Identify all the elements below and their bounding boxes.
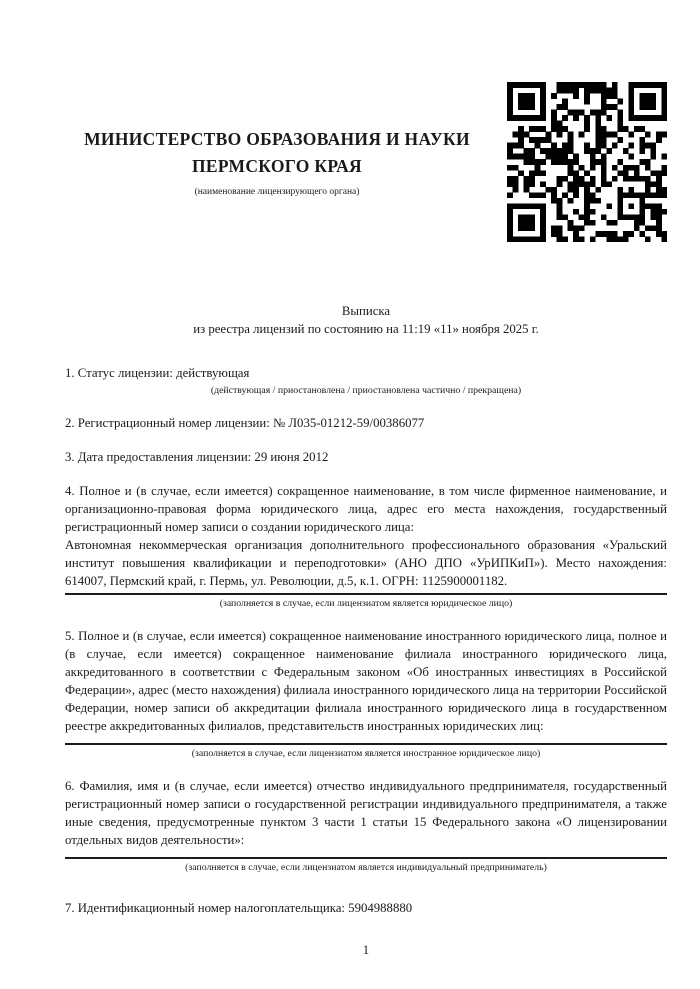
item-6-individual-entrepreneur <box>65 777 667 875</box>
item-4-text: 4. Полное и (в случае, если имеется) сокращенное наименование, в том числе фирменное наименование, и организационно-правовая форма юридического лица, адрес его места нахождения, государственный регистрационный номер записи о создании юридического лица: <box>65 484 667 534</box>
item-3-license-date <box>65 448 667 466</box>
fill-line <box>65 593 667 595</box>
licensing-authority-block <box>65 126 507 197</box>
item-5-text: 5. Полное и (в случае, если имеется) сокращенное наименование иностранного юридического лица, полное и (в случае, если имеется) сокращенное наименование филиала иностранного юридического лица, аккредитованного в соответствии с Федеральным законом «Об иностранных инвестициях в Российской Федерации», адрес (место нахождения) филиала иностранного юридического лица на территории Российской Федерации, номер записи об аккредитации филиала иностранного юридического лица в государственном реестре аккредитованных филиалов, представительств иностранных юридических лиц: <box>65 629 667 733</box>
fill-line <box>65 857 667 859</box>
item-1-text: 1. Статус лицензии: действующая <box>65 366 250 380</box>
document-title-line1: Выписка <box>341 304 391 318</box>
ministry-name <box>65 126 489 180</box>
licensing-authority-caption: (наименование лицензирующего органа) <box>194 187 360 197</box>
item-1-license-status <box>65 364 667 398</box>
fill-line <box>65 743 667 745</box>
ministry-name-line2: ПЕРМСКОГО КРАЯ <box>192 156 362 176</box>
item-6-note: (заполняется в случае, если лицензиатом является индивидуальный предприниматель) <box>185 862 547 873</box>
document-header <box>65 82 667 242</box>
document-title-line2: из реестра лицензий по состоянию на 11:19 «11» ноября 2025 г. <box>193 322 539 336</box>
item-2-text: 2. Регистрационный номер лицензии: № Л035-01212-59/00386077 <box>65 416 425 430</box>
item-1-note: (действующая / приостановлена / приостановлена частично / прекращена) <box>210 385 522 396</box>
item-3-text: 3. Дата предоставления лицензии: 29 июня 2012 <box>65 450 329 464</box>
qr-code-icon <box>507 82 667 242</box>
item-5-note: (заполняется в случае, если лицензиатом является иностранное юридическое лицо) <box>191 748 541 759</box>
item-2-registration-number <box>65 414 667 432</box>
document-title <box>65 302 667 338</box>
page-number: 1 <box>362 943 370 957</box>
item-4-legal-entity <box>65 482 667 611</box>
item-4-note: (заполняется в случае, если лицензиатом является юридическое лицо) <box>219 598 513 609</box>
item-7-taxpayer-number <box>65 899 667 917</box>
item-4-value: Автономная некоммерческая организация дополнительного профессионального образования «Уральский институт повышения квалификации и переподготовки» (АНО ДПО «УрИПКиП»). Место нахождения: 614007, Пермский край, г. Пермь, ул. Революции, д.5, к.1. ОГРН: 1125900001182. <box>65 538 667 588</box>
ministry-name-line1: МИНИСТЕРСТВО ОБРАЗОВАНИЯ И НАУКИ <box>84 129 470 149</box>
item-7-text: 7. Идентификационный номер налогоплательщика: 5904988880 <box>65 901 413 915</box>
item-5-foreign-entity <box>65 627 667 761</box>
item-6-text: 6. Фамилия, имя и (в случае, если имеется) отчество индивидуального предпринимателя, государственный регистрационный номер записи о государственной регистрации индивидуального предпринимателя, а также иные сведения, предусмотренные пунктом 3 части 1 статьи 15 Федерального закона «О лицензировании отдельных видов деятельности»: <box>65 779 667 847</box>
